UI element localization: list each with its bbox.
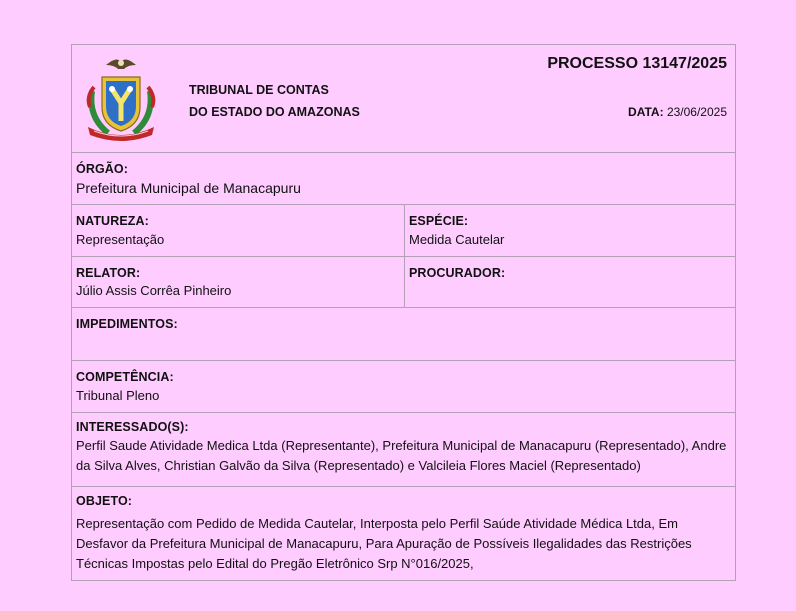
objeto-label: OBJETO: <box>76 494 133 508</box>
date-value: 23/06/2025 <box>666 105 727 119</box>
orgao-value: Prefeitura Municipal de Manacapuru <box>76 180 301 196</box>
header-row <box>72 45 735 153</box>
competencia-value: Tribunal Pleno <box>76 388 160 403</box>
procurador-label: PROCURADOR: <box>409 266 506 280</box>
natureza-label: NATUREZA: <box>76 214 149 228</box>
competencia-row <box>72 361 735 413</box>
especie-label: ESPÉCIE: <box>409 214 469 228</box>
natureza-especie-row <box>72 205 735 257</box>
objeto-value: Representação com Pedido de Medida Cautelar, Interposta pelo Perfil Saúde Atividade Médica Ltda, Em Desfavor da Prefeitura Municipal de Manacapuru, Para Apuração de Possíveis Ilegalidades das Restrições Técnicas Impostas pelo Edital do Pregão Eletrônico Srp N°016/2025, <box>76 516 692 571</box>
court-name-line2: DO ESTADO DO AMAZONAS <box>189 105 360 119</box>
impedimentos-row <box>72 308 735 361</box>
coat-of-arms-icon <box>78 51 164 143</box>
interessados-value: Perfil Saude Atividade Medica Ltda (Representante), Prefeitura Municipal de Manacapuru (Representado), Andre da Silva Alves, Christian Galvão da Silva (Representado) e Valcileia Flores Maciel (Representado) <box>76 438 727 473</box>
court-name <box>189 79 360 123</box>
court-name-line1: TRIBUNAL DE CONTAS <box>189 83 329 97</box>
objeto-row <box>72 487 735 582</box>
relator-label: RELATOR: <box>76 266 141 280</box>
impedimentos-label: IMPEDIMENTOS: <box>76 317 178 331</box>
date-label: DATA: <box>628 105 664 119</box>
especie-value: Medida Cautelar <box>409 232 505 247</box>
process-date <box>628 105 727 119</box>
interessados-label: INTERESSADO(S): <box>76 420 189 434</box>
process-number: PROCESSO 13147/2025 <box>547 55 727 72</box>
interessados-row <box>72 413 735 487</box>
natureza-value: Representação <box>76 232 165 247</box>
orgao-label: ÓRGÃO: <box>76 162 128 176</box>
competencia-label: COMPETÊNCIA: <box>76 370 174 384</box>
relator-value: Júlio Assis Corrêa Pinheiro <box>76 283 232 298</box>
process-sheet <box>71 44 736 581</box>
orgao-row <box>72 153 735 205</box>
relator-procurador-row <box>72 257 735 308</box>
